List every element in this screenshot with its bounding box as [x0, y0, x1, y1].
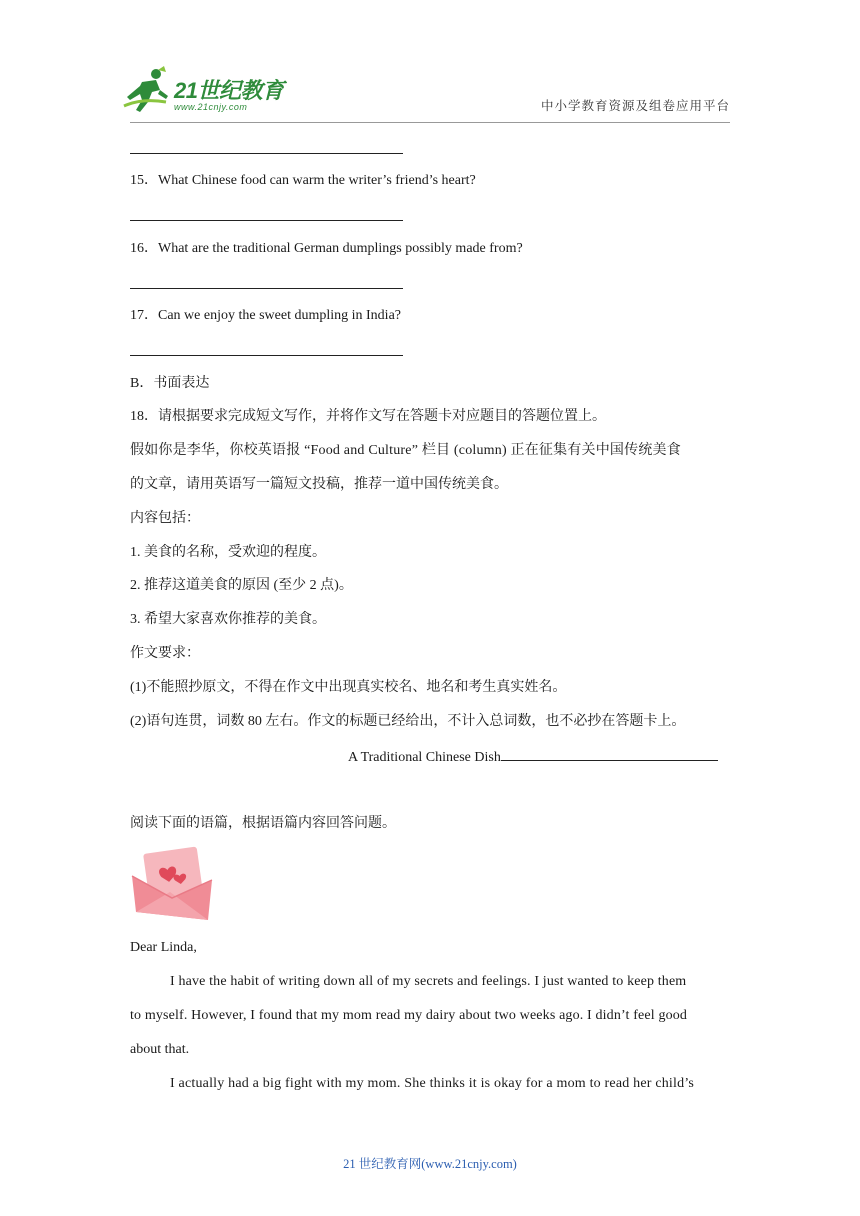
- letter-paragraph-2-line-1: I actually had a big fight with my mom. She thinks it is okay for a mom to read her child’s: [170, 1076, 695, 1091]
- content-item-1: 1. 美食的名称，受欢迎的程度。: [130, 545, 326, 560]
- answer-line[interactable]: [130, 153, 403, 154]
- section-heading: B．书面表达: [130, 376, 210, 391]
- answer-line-17[interactable]: [130, 355, 403, 356]
- question-18: 18．请根据要求完成短文写作，并将作文写在答题卡对应题目的答题位置上。: [130, 409, 606, 424]
- writing-prompt-line-2: 的文章，请用英语写一篇短文投稿，推荐一道中国传统美食。: [130, 477, 508, 492]
- question-15: 15．What Chinese food can warm the writer’s friend’s heart?: [130, 173, 476, 188]
- content-heading: 内容包括：: [130, 511, 200, 526]
- letter-paragraph-1-line-1: I have the habit of writing down all of my secrets and feelings. I just wanted to keep them: [170, 974, 687, 989]
- letter-salutation: Dear Linda,: [130, 940, 197, 955]
- love-letter-icon: [128, 846, 216, 924]
- answer-line-16[interactable]: [130, 288, 403, 289]
- letter-paragraph-1-line-2: to myself. However, I found that my mom read my dairy about two weeks ago. I didn’t feel good: [130, 1008, 688, 1023]
- page-header: [0, 0, 860, 130]
- page-footer[interactable]: 21 世纪教育网(www.21cnjy.com): [343, 1157, 517, 1171]
- content-item-3: 3. 希望大家喜欢你推荐的美食。: [130, 612, 326, 627]
- requirement-1: (1)不能照抄原文，不得在作文中出现真实校名、地名和考生真实姓名。: [130, 680, 567, 695]
- question-17: 17．Can we enjoy the sweet dumpling in India?: [130, 308, 401, 323]
- runner-icon: [122, 66, 172, 114]
- essay-title-blank[interactable]: [501, 746, 718, 761]
- content-item-2: 2. 推荐这道美食的原因 (至少 2 点)。: [130, 578, 353, 593]
- writing-prompt-line-1: 假如你是李华，你校英语报 “Food and Culture” 栏目 (column) 正在征集有关中国传统美食: [130, 443, 681, 458]
- site-logo: [122, 66, 292, 116]
- question-16: 16．What are the traditional German dumplings possibly made from?: [130, 241, 523, 256]
- answer-line-15[interactable]: [130, 220, 403, 221]
- essay-title-row: [348, 746, 718, 768]
- logo-url: www.21cnjy.com: [174, 102, 248, 112]
- letter-paragraph-1-line-3: about that.: [130, 1042, 190, 1057]
- requirements-heading: 作文要求：: [130, 646, 200, 661]
- platform-name: 中小学教育资源及组卷应用平台: [540, 99, 730, 113]
- essay-title: A Traditional Chinese Dish: [348, 750, 501, 765]
- reading-instruction: 阅读下面的语篇，根据语篇内容回答问题。: [130, 816, 396, 831]
- requirement-2: (2)语句连贯，词数 80 左右。作文的标题已经给出，不计入总词数，也不必抄在答题卡上。: [130, 714, 686, 729]
- logo-text: 21世纪教育: [174, 78, 284, 103]
- header-divider: [130, 122, 730, 123]
